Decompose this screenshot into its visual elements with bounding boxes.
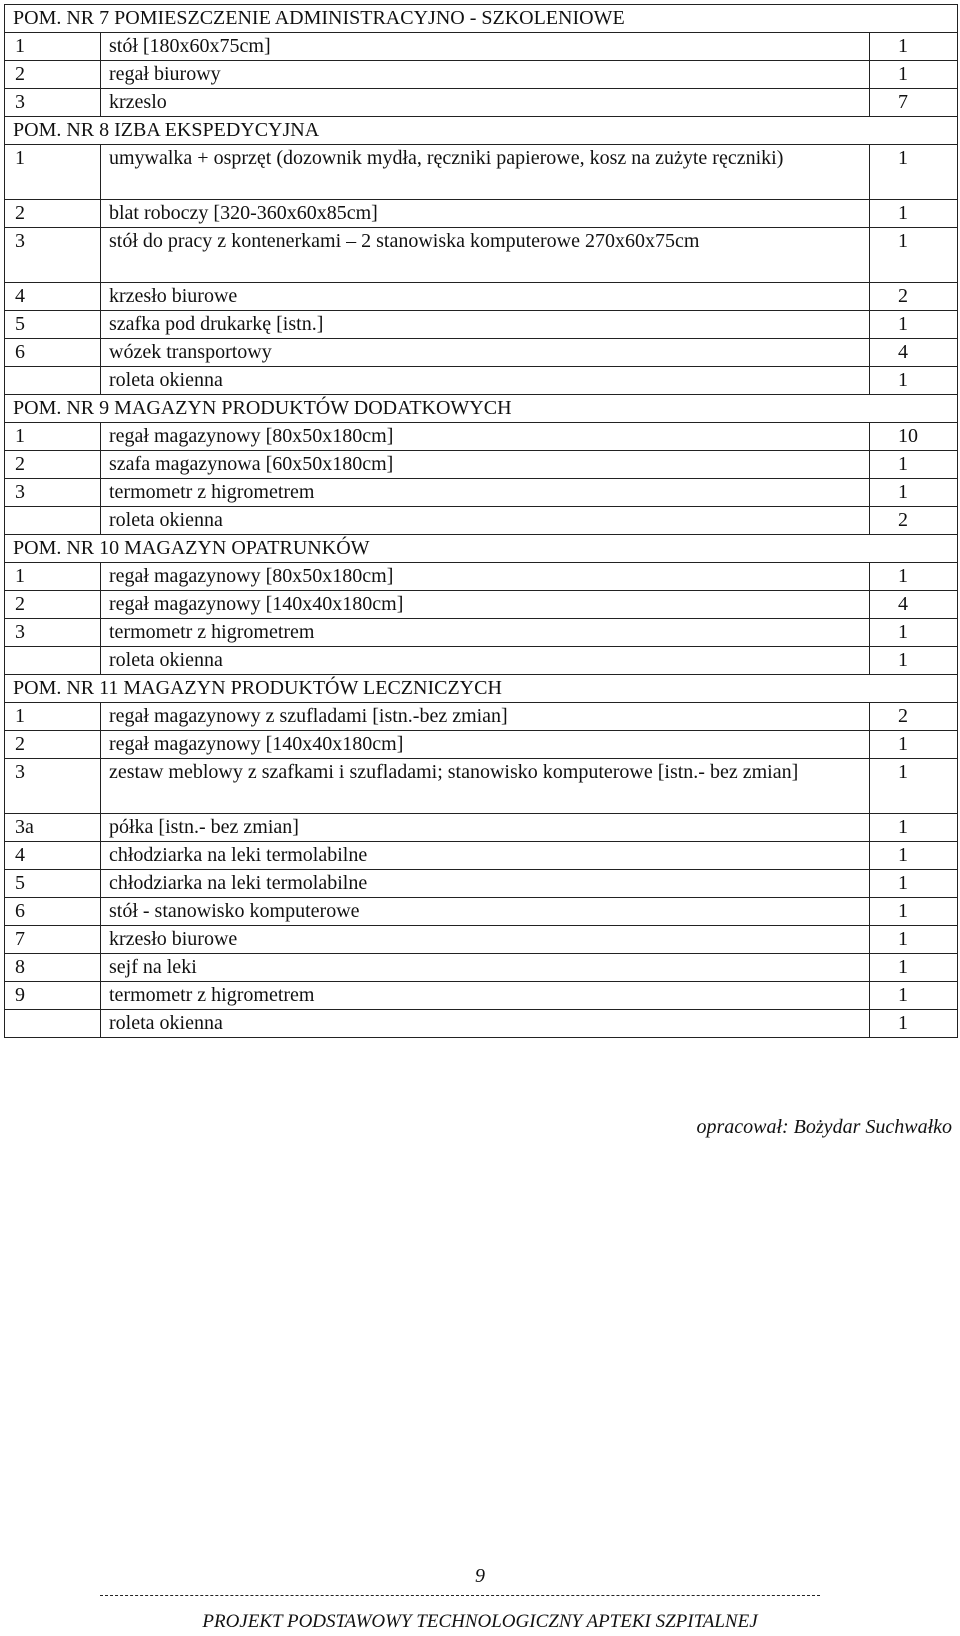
section-header: POM. NR 10 MAGAZYN OPATRUNKÓW bbox=[5, 535, 958, 563]
row-number bbox=[5, 507, 101, 535]
item-quantity: 1 bbox=[870, 982, 958, 1010]
table-row bbox=[5, 954, 958, 982]
item-name: chłodziarka na leki termolabilne bbox=[101, 842, 870, 870]
section-header: POM. NR 9 MAGAZYN PRODUKTÓW DODATKOWYCH bbox=[5, 395, 958, 423]
row-number: 3 bbox=[5, 228, 101, 283]
item-quantity: 7 bbox=[870, 89, 958, 117]
table-row bbox=[5, 367, 958, 395]
item-name: stół do pracy z kontenerkami – 2 stanowiska komputerowe 270x60x75cm bbox=[101, 228, 870, 283]
item-name: blat roboczy [320-360x60x85cm] bbox=[101, 200, 870, 228]
item-name: krzesło biurowe bbox=[101, 926, 870, 954]
row-number: 2 bbox=[5, 591, 101, 619]
row-number bbox=[5, 647, 101, 675]
section-header: POM. NR 8 IZBA EKSPEDYCYJNA bbox=[5, 117, 958, 145]
table-row bbox=[5, 647, 958, 675]
row-number: 1 bbox=[5, 703, 101, 731]
table-row bbox=[5, 870, 958, 898]
table-row bbox=[5, 898, 958, 926]
row-number: 7 bbox=[5, 926, 101, 954]
item-quantity: 4 bbox=[870, 339, 958, 367]
item-quantity: 1 bbox=[870, 145, 958, 200]
item-name: regał magazynowy [80x50x180cm] bbox=[101, 563, 870, 591]
row-number: 3 bbox=[5, 89, 101, 117]
item-quantity: 1 bbox=[870, 228, 958, 283]
item-quantity: 1 bbox=[870, 647, 958, 675]
table-row bbox=[5, 479, 958, 507]
item-quantity: 1 bbox=[870, 33, 958, 61]
table-row bbox=[5, 145, 958, 200]
table-row bbox=[5, 563, 958, 591]
footer-divider bbox=[100, 1595, 820, 1596]
item-quantity: 1 bbox=[870, 200, 958, 228]
item-quantity: 1 bbox=[870, 1010, 958, 1038]
row-number: 6 bbox=[5, 898, 101, 926]
item-name: roleta okienna bbox=[101, 647, 870, 675]
row-number: 4 bbox=[5, 283, 101, 311]
item-name: roleta okienna bbox=[101, 507, 870, 535]
equipment-table bbox=[4, 4, 958, 1038]
item-quantity: 2 bbox=[870, 283, 958, 311]
item-name: chłodziarka na leki termolabilne bbox=[101, 870, 870, 898]
row-number: 5 bbox=[5, 870, 101, 898]
item-name: regał magazynowy [140x40x180cm] bbox=[101, 731, 870, 759]
section-header-row bbox=[5, 117, 958, 145]
item-name: termometr z higrometrem bbox=[101, 982, 870, 1010]
item-quantity: 2 bbox=[870, 703, 958, 731]
table-row bbox=[5, 33, 958, 61]
item-quantity: 1 bbox=[870, 870, 958, 898]
item-quantity: 1 bbox=[870, 479, 958, 507]
item-name: termometr z higrometrem bbox=[101, 619, 870, 647]
row-number: 5 bbox=[5, 311, 101, 339]
item-name: półka [istn.- bez zmian] bbox=[101, 814, 870, 842]
row-number: 2 bbox=[5, 61, 101, 89]
row-number: 1 bbox=[5, 145, 101, 200]
item-name: roleta okienna bbox=[101, 1010, 870, 1038]
item-name: stół - stanowisko komputerowe bbox=[101, 898, 870, 926]
section-header-row bbox=[5, 395, 958, 423]
row-number: 2 bbox=[5, 451, 101, 479]
table-row bbox=[5, 311, 958, 339]
item-quantity: 4 bbox=[870, 591, 958, 619]
item-name: szafka pod drukarkę [istn.] bbox=[101, 311, 870, 339]
item-name: szafa magazynowa [60x50x180cm] bbox=[101, 451, 870, 479]
table-row bbox=[5, 926, 958, 954]
row-number: 1 bbox=[5, 563, 101, 591]
item-name: termometr z higrometrem bbox=[101, 479, 870, 507]
table-row bbox=[5, 228, 958, 283]
item-quantity: 1 bbox=[870, 61, 958, 89]
table-row bbox=[5, 619, 958, 647]
table-row bbox=[5, 200, 958, 228]
section-header: POM. NR 7 POMIESZCZENIE ADMINISTRACYJNO - SZKOLENIOWE bbox=[5, 5, 958, 33]
row-number: 2 bbox=[5, 731, 101, 759]
equipment-table-body bbox=[5, 5, 958, 1038]
table-row bbox=[5, 61, 958, 89]
table-row bbox=[5, 982, 958, 1010]
item-name: krzesło biurowe bbox=[101, 283, 870, 311]
item-quantity: 1 bbox=[870, 759, 958, 814]
row-number: 1 bbox=[5, 33, 101, 61]
table-row bbox=[5, 1010, 958, 1038]
item-name: regał biurowy bbox=[101, 61, 870, 89]
item-quantity: 1 bbox=[870, 814, 958, 842]
item-name: wózek transportowy bbox=[101, 339, 870, 367]
table-row bbox=[5, 89, 958, 117]
row-number: 1 bbox=[5, 423, 101, 451]
table-row bbox=[5, 759, 958, 814]
section-header-row bbox=[5, 5, 958, 33]
row-number: 3 bbox=[5, 619, 101, 647]
table-row bbox=[5, 423, 958, 451]
item-name: umywalka + osprzęt (dozownik mydła, ręczniki papierowe, kosz na zużyte ręczniki) bbox=[101, 145, 870, 200]
item-name: krzeslo bbox=[101, 89, 870, 117]
item-quantity: 2 bbox=[870, 507, 958, 535]
author-signature: opracował: Bożydar Suchwałko bbox=[696, 1116, 952, 1138]
item-quantity: 1 bbox=[870, 898, 958, 926]
item-quantity: 1 bbox=[870, 954, 958, 982]
section-header-row bbox=[5, 675, 958, 703]
table-row bbox=[5, 283, 958, 311]
row-number: 8 bbox=[5, 954, 101, 982]
row-number: 4 bbox=[5, 842, 101, 870]
table-row bbox=[5, 451, 958, 479]
section-header: POM. NR 11 MAGAZYN PRODUKTÓW LECZNICZYCH bbox=[5, 675, 958, 703]
item-quantity: 1 bbox=[870, 842, 958, 870]
table-row bbox=[5, 339, 958, 367]
item-quantity: 10 bbox=[870, 423, 958, 451]
table-row bbox=[5, 591, 958, 619]
row-number: 3 bbox=[5, 759, 101, 814]
row-number: 6 bbox=[5, 339, 101, 367]
table-row bbox=[5, 814, 958, 842]
item-name: stół [180x60x75cm] bbox=[101, 33, 870, 61]
row-number: 2 bbox=[5, 200, 101, 228]
item-name: regał magazynowy [140x40x180cm] bbox=[101, 591, 870, 619]
item-quantity: 1 bbox=[870, 311, 958, 339]
table-row bbox=[5, 703, 958, 731]
row-number bbox=[5, 367, 101, 395]
item-quantity: 1 bbox=[870, 926, 958, 954]
table-row bbox=[5, 731, 958, 759]
item-name: regał magazynowy z szufladami [istn.-bez zmian] bbox=[101, 703, 870, 731]
item-quantity: 1 bbox=[870, 731, 958, 759]
row-number: 9 bbox=[5, 982, 101, 1010]
page-number: 9 bbox=[475, 1565, 485, 1587]
section-header-row bbox=[5, 535, 958, 563]
item-quantity: 1 bbox=[870, 563, 958, 591]
table-row bbox=[5, 842, 958, 870]
row-number: 3 bbox=[5, 479, 101, 507]
item-quantity: 1 bbox=[870, 619, 958, 647]
item-name: regał magazynowy [80x50x180cm] bbox=[101, 423, 870, 451]
item-name: roleta okienna bbox=[101, 367, 870, 395]
item-name: sejf na leki bbox=[101, 954, 870, 982]
item-quantity: 1 bbox=[870, 367, 958, 395]
footer-title: PROJEKT PODSTAWOWY TECHNOLOGICZNY APTEKI SZPITALNEJ bbox=[202, 1611, 758, 1632]
item-quantity: 1 bbox=[870, 451, 958, 479]
table-row bbox=[5, 507, 958, 535]
item-name: zestaw meblowy z szafkami i szufladami; stanowisko komputerowe [istn.- bez zmian] bbox=[101, 759, 870, 814]
row-number: 3a bbox=[5, 814, 101, 842]
row-number bbox=[5, 1010, 101, 1038]
